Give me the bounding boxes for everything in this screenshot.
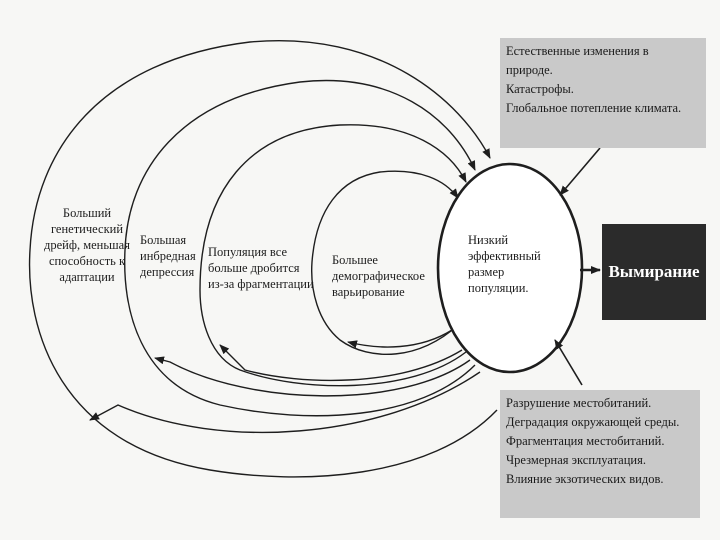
natural-cause-line: Глобальное потепление климата. [506, 101, 682, 115]
human-cause-line: Влияние экзотических видов. [506, 472, 664, 486]
ring-1-label: Больший генетический дрейф, меньшая способность к адаптации [44, 206, 130, 284]
core-label: Низкий эффективный размер популяции. [468, 233, 541, 295]
natural-cause-line: Катастрофы. [506, 82, 574, 96]
human-cause-line: Деградация окружающей среды. [506, 415, 680, 429]
ring-2-label: Большая инбредная депрессия [140, 233, 196, 279]
human-cause-line: Разрушение местобитаний. [506, 396, 652, 410]
bottom-box-arrow [555, 340, 582, 385]
natural-cause-line: природе. [506, 63, 553, 77]
extinction-box: Вымирание [602, 224, 706, 320]
top-box-arrow [560, 148, 600, 195]
human-causes-box [500, 390, 700, 518]
natural-cause-line: Естественные изменения в [506, 44, 649, 58]
natural-causes-box [500, 38, 706, 148]
vortex-ring-2-head [155, 358, 470, 396]
human-cause-line: Чрезмерная эксплуатация. [506, 453, 646, 467]
human-cause-line: Фрагментация местобитаний. [506, 434, 665, 448]
ring-3-label: Популяция все больше дробится из-за фрагментации [208, 245, 314, 291]
ring-4-label: Большее демографическое варьирование [332, 253, 425, 299]
vortex-ring-4-head [348, 330, 452, 347]
